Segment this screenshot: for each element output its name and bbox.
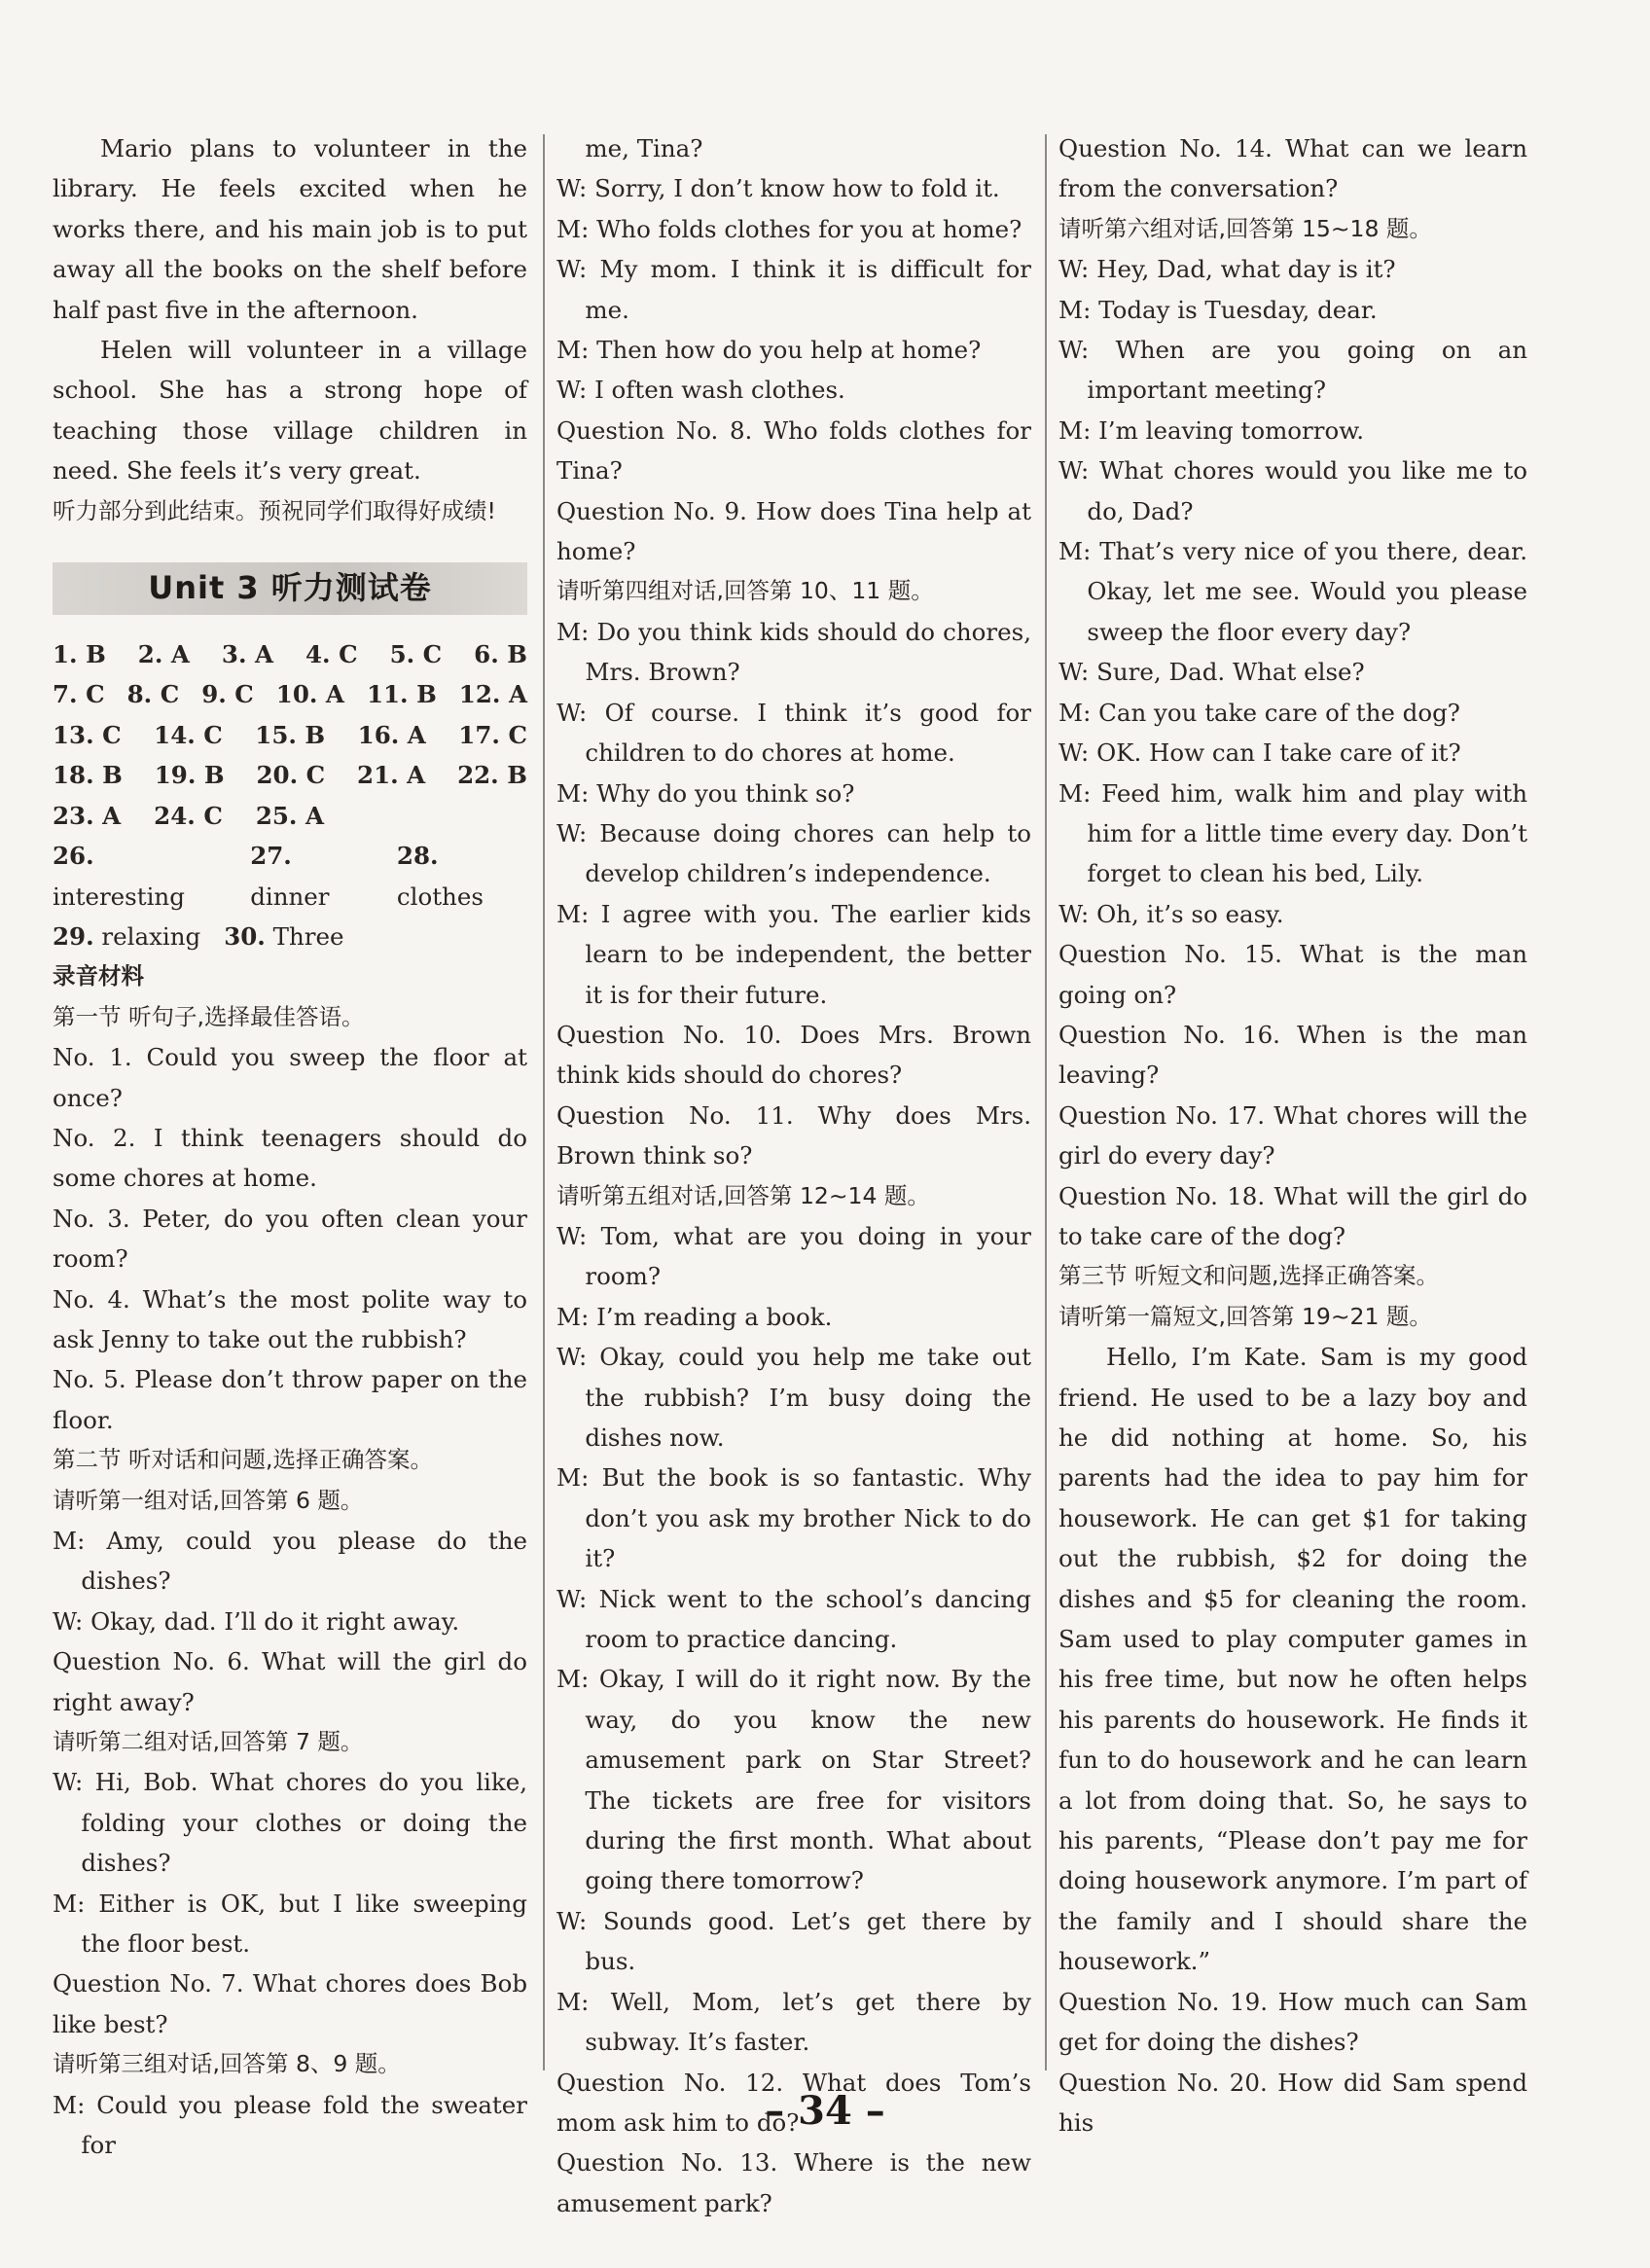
transcript-line: Question No. 20. How did Sam spend his bbox=[1058, 2068, 1527, 2137]
fill-answer-word: Three bbox=[272, 921, 344, 951]
transcript-middle bbox=[556, 128, 1031, 2223]
transcript-line: No. 4. What’s the most polite way to ask Jenny to take out the rubbish? bbox=[53, 1284, 527, 1353]
transcript-line: M: Today is Tuesday, dear. bbox=[1058, 295, 1378, 324]
transcript-line: W: What chores would you like me to do, Dad? bbox=[1058, 456, 1527, 525]
transcript-line: No. 5. Please don’t throw paper on the floor. bbox=[53, 1365, 527, 1434]
transcript-line: Question No. 17. What chores will the girl do every day? bbox=[1058, 1100, 1527, 1170]
transcript-line: M: But the book is so fantastic. Why don’t you ask my brother Nick to do it? bbox=[556, 1463, 1031, 1573]
transcript-line: Question No. 8. Who folds clothes for Tina? bbox=[556, 415, 1031, 486]
transcript-line: W: Of course. I think it’s good for children to do chores at home. bbox=[556, 698, 1031, 768]
transcript-line: W: Tom, what are you doing in your room? bbox=[556, 1221, 1031, 1291]
transcript-left bbox=[53, 956, 527, 2165]
transcript-line: No. 3. Peter, do you often clean your room? bbox=[53, 1204, 527, 1274]
transcript-line: Question No. 6. What will the girl do right away? bbox=[53, 1647, 527, 1716]
answer-item: 7. C bbox=[53, 680, 105, 709]
answer-item: 14. C bbox=[154, 720, 223, 749]
section-instruction: 请听第二组对话,回答第 7 题。 bbox=[53, 1728, 364, 1756]
column-divider bbox=[1045, 134, 1047, 2070]
answer-item: 6. B bbox=[474, 640, 527, 669]
transcript-line: W: Okay, could you help me take out the rubbish? I’m busy doing the dishes now. bbox=[556, 1343, 1031, 1452]
answer-item: 2. A bbox=[137, 640, 190, 669]
section-instruction: 请听第一组对话,回答第 6 题。 bbox=[53, 1486, 364, 1514]
fill-answer-number: 27. bbox=[250, 842, 292, 871]
answer-item: 1. B bbox=[53, 640, 106, 669]
transcript-line: Question No. 13. Where is the new amusement park? bbox=[556, 2148, 1031, 2217]
fill-answer-item bbox=[53, 836, 227, 917]
answer-row bbox=[53, 715, 527, 755]
answer-item: 23. A bbox=[53, 801, 122, 830]
fill-answer-item bbox=[224, 917, 343, 956]
transcript-line: No. 2. I think teenagers should do some chores at home. bbox=[53, 1123, 527, 1193]
answer-item: 12. A bbox=[458, 680, 527, 709]
answer-item: 21. A bbox=[357, 761, 426, 790]
transcript-line: Question No. 18. What will the girl do to take care of the dog? bbox=[1058, 1181, 1527, 1250]
transcript-line: W: Hi, Bob. What chores do you like, folding your clothes or doing the dishes? bbox=[53, 1768, 527, 1878]
answer-row bbox=[53, 634, 527, 674]
fill-answer-word: clothes bbox=[396, 882, 484, 911]
fill-answer-row bbox=[53, 836, 527, 917]
answer-item: 19. B bbox=[154, 761, 225, 790]
answer-item: 16. A bbox=[357, 720, 426, 749]
fill-answer-word: interesting bbox=[53, 882, 185, 911]
transcript-line: Question No. 12. What does Tom’s mom ask him to do? bbox=[556, 2068, 1031, 2137]
transcript-line: M: Amy, could you please do the dishes? bbox=[53, 1527, 527, 1596]
fill-answer-item bbox=[250, 836, 374, 917]
transcript-line: M: Why do you think so? bbox=[556, 778, 855, 808]
transcript-line: M: I’m leaving tomorrow. bbox=[1058, 415, 1365, 445]
column-right bbox=[1058, 128, 1527, 2137]
section-instruction: 请听第五组对话,回答第 12~14 题。 bbox=[556, 1181, 930, 1209]
column-left bbox=[53, 128, 527, 2160]
transcript-line: W: Because doing chores can help to develop children’s independence. bbox=[556, 818, 1031, 888]
transcript-line: M: Either is OK, but I like sweeping the floor best. bbox=[53, 1889, 527, 1959]
fill-answer-number: 28. bbox=[396, 842, 439, 871]
transcript-line: Question No. 7. What chores does Bob like best? bbox=[53, 1969, 527, 2038]
section-instruction: 请听第四组对话,回答第 10、11 题。 bbox=[556, 577, 934, 605]
page-number: – 34 – bbox=[765, 2088, 885, 2134]
transcript-line: M: Can you take care of the dog? bbox=[1058, 698, 1460, 727]
transcript-line: Question No. 16. When is the man leaving? bbox=[1058, 1020, 1527, 1090]
answer-item: 9. C bbox=[201, 680, 254, 709]
transcript-line: Question No. 15. What is the man going on? bbox=[1058, 940, 1527, 1009]
fill-answer-item bbox=[53, 917, 200, 956]
answer-item: 25. A bbox=[255, 801, 324, 830]
transcript-line: me, Tina? bbox=[585, 134, 703, 162]
answer-item: 20. C bbox=[256, 761, 326, 790]
listening-end-note: 听力部分到此结束。预祝同学们取得好成绩! bbox=[53, 496, 496, 524]
transcript-line: Question No. 9. How does Tina help at home? bbox=[556, 496, 1031, 566]
answer-item: 15. B bbox=[255, 720, 326, 749]
section-instruction: 请听第三组对话,回答第 8、9 题。 bbox=[53, 2050, 401, 2078]
transcript-line: M: That’s very nice of you there, dear. Okay, let me see. Would you please sweep the floor every day? bbox=[1058, 537, 1527, 646]
transcript-line: W: Sure, Dad. What else? bbox=[1058, 658, 1365, 687]
answer-item: 11. B bbox=[366, 680, 437, 709]
fill-answer-number: 30. bbox=[224, 921, 266, 951]
answer-item: 8. C bbox=[126, 680, 180, 709]
transcript-line: M: Do you think kids should do chores, Mrs. Brown? bbox=[556, 617, 1031, 687]
transcript-line: W: Okay, dad. I’ll do it right away. bbox=[53, 1606, 460, 1636]
transcript-line: M: Feed him, walk him and play with him for a little time every day. Don’t forget to clean his bed, Lily. bbox=[1058, 778, 1527, 888]
fill-answer-item bbox=[397, 836, 527, 917]
transcript-line: No. 1. Could you sweep the floor at once? bbox=[53, 1043, 527, 1112]
unit-title-banner: Unit 3 听力测试卷 bbox=[53, 562, 527, 615]
section-instruction: 请听第六组对话,回答第 15~18 题。 bbox=[1058, 214, 1432, 242]
fill-answer-word: relaxing bbox=[101, 921, 201, 951]
transcript-line: M: Who folds clothes for you at home? bbox=[556, 214, 1022, 243]
transcript-line: Question No. 11. Why does Mrs. Brown think so? bbox=[556, 1100, 1031, 1170]
answer-item: 22. B bbox=[457, 761, 527, 790]
passage-paragraph: Hello, I’m Kate. Sam is my good friend. He used to be a lazy boy and he did nothing at home. So, his parents had the idea to pay him for housework. He can get $1 for taking out the rubbish, $2 for doing the dishes and $5 for cleaning the room. Sam used to play computer games in his free time, but now he often helps his parents do housework. He finds it fun to do housework and he can learn a lot from doing that. So, he says to his parents, “Please don’t pay me for doing housework anymore. I’m part of the family and I should share the housework.” bbox=[1058, 1343, 1527, 1976]
transcript-line: W: I often wash clothes. bbox=[556, 376, 845, 405]
transcript-line: W: Oh, it’s so easy. bbox=[1058, 899, 1284, 928]
answer-row bbox=[53, 755, 527, 795]
transcript-line: M: Could you please fold the sweater for bbox=[53, 2090, 527, 2160]
fill-answer-number: 29. bbox=[53, 921, 94, 951]
section-instruction: 第二节 听对话和问题,选择正确答案。 bbox=[53, 1446, 433, 1474]
answer-row bbox=[53, 674, 527, 714]
transcript-line: W: Nick went to the school’s dancing room to practice dancing. bbox=[556, 1584, 1031, 1654]
transcript-right bbox=[1058, 128, 1527, 2142]
transcript-line: M: Okay, I will do it right now. By the way, do you know the new amusement park on Star Street? The tickets are free for visitors during the first month. What about going there tomorrow? bbox=[556, 1665, 1031, 1895]
answer-key bbox=[53, 634, 527, 956]
answer-item: 3. A bbox=[221, 640, 274, 669]
section-instruction: 第三节 听短文和问题,选择正确答案。 bbox=[1058, 1262, 1439, 1290]
passage-paragraph: Helen will volunteer in a village school. She has a strong hope of teaching those village children in need. She feels it’s very great. bbox=[53, 336, 527, 486]
transcript-line: Question No. 10. Does Mrs. Brown think kids should do chores? bbox=[556, 1020, 1031, 1090]
transcript-line: W: Sounds good. Let’s get there by bus. bbox=[556, 1906, 1031, 1976]
transcript-line: M: Then how do you help at home? bbox=[556, 336, 982, 365]
passage-paragraph: Mario plans to volunteer in the library. He feels excited when he works there, and his main job is to put away all the books on the shelf before half past five in the afternoon. bbox=[53, 134, 527, 324]
answer-item: 5. C bbox=[389, 640, 443, 669]
fill-answer-row bbox=[53, 917, 527, 956]
answer-item: 4. C bbox=[305, 640, 358, 669]
transcript-line: W: Sorry, I don’t know how to fold it. bbox=[556, 174, 1000, 203]
transcript-line: Question No. 14. What can we learn from the conversation? bbox=[1058, 134, 1527, 203]
transcript-line: M: I’m reading a book. bbox=[556, 1302, 833, 1331]
answer-item: 13. C bbox=[53, 720, 122, 749]
section-instruction: 第一节 听句子,选择最佳答语。 bbox=[53, 1002, 365, 1030]
fill-answer-number: 26. bbox=[53, 842, 94, 871]
answer-item: 17. C bbox=[458, 720, 527, 749]
answer-item: 24. C bbox=[154, 801, 223, 830]
section-instruction: 请听第一篇短文,回答第 19~21 题。 bbox=[1058, 1302, 1432, 1330]
answer-item: 10. A bbox=[275, 680, 344, 709]
transcript-line: M: Well, Mom, let’s get there by subway. It’s faster. bbox=[556, 1987, 1031, 2057]
fill-answer-word: dinner bbox=[250, 882, 330, 911]
column-divider bbox=[543, 134, 545, 2070]
transcript-line: W: Hey, Dad, what day is it? bbox=[1058, 255, 1396, 284]
transcript-line: W: My mom. I think it is difficult for me. bbox=[556, 255, 1031, 324]
transcript-line: M: I agree with you. The earlier kids learn to be independent, the better it is for their future. bbox=[556, 899, 1031, 1009]
answer-item: 18. B bbox=[53, 761, 123, 790]
transcript-line: W: When are you going on an important meeting? bbox=[1058, 336, 1527, 405]
transcript-line: Question No. 19. How much can Sam get for doing the dishes? bbox=[1058, 1987, 1527, 2057]
answer-row bbox=[53, 796, 527, 836]
section-instruction: 录音材料 bbox=[53, 962, 144, 990]
transcript-line: W: OK. How can I take care of it? bbox=[1058, 738, 1461, 768]
